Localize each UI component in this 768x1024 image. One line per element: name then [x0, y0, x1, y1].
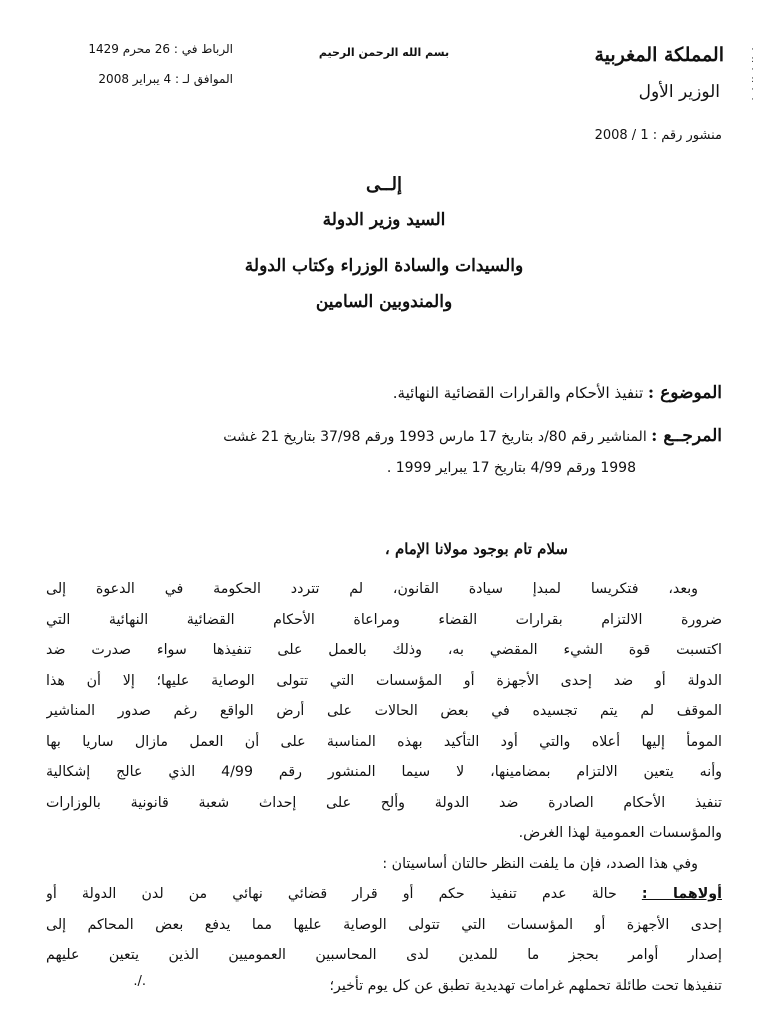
addressee-line: والسيدات والسادة الوزراء وكتاب الدولة: [244, 256, 524, 276]
addressee-to: إلــى: [365, 174, 403, 195]
addressee-line: والمندوبين السامين: [315, 292, 453, 312]
body-line: ضرورة الالتزام بقرارات القضاء ومراعاة الأحكام القضائية النهائية التي: [46, 611, 722, 628]
place-date: الرباط في : 26 محرم 1429: [88, 42, 233, 56]
body-line: اكتسبت قوة الشيء المقضي به، وذلك بالعمل على تنفيذها سواء صدرت ضد: [46, 642, 722, 658]
circular-number-label: منشور رقم :: [652, 128, 722, 143]
body-line: والمؤسسات العمومية لهذا الغرض.: [518, 825, 722, 841]
greeting: سلام تام بوجود مولانا الإمام ،: [384, 540, 568, 558]
first-case-label: أولاهما :: [641, 886, 722, 902]
subject-line: [393, 383, 722, 403]
body-line: وأنه يتعين الالتزام بمضامينها، لا سيما المنشور رقم 4/99 الذي عالج إشكالية: [46, 764, 722, 780]
circular-number-value: 2008 / 1: [594, 128, 649, 143]
body-line: تنفيذ الأحكام الصادرة ضد الدولة وألح على إحداث شعبة قانونية بالوزارات: [46, 794, 722, 811]
kingdom-title: المملكة المغربية: [594, 44, 724, 66]
basmala: بسم الله الرحمن الرحيم: [318, 46, 450, 59]
body-line: وفي هذا الصدد، فإن ما يلفت النظر حالتان أساسيتان :: [382, 855, 698, 872]
reference-line-continued: 1998 ورقم 4/99 بتاريخ 17 يبراير 1999 .: [386, 460, 636, 476]
circular-number: [595, 128, 722, 143]
body-line: إصدار أوامر بحجز ما للمدين لدى المحاسبين العموميين الذين يتعين عليهم: [46, 947, 722, 963]
continuation-mark: ./.: [133, 974, 146, 989]
gregorian-date: الموافق لـ : 4 يبراير 2008: [98, 72, 233, 86]
body-line: الدولة أو ضد إحدى الأجهزة أو المؤسسات التي تتولى الوصاية عليها؛ إلا أن هذا: [46, 672, 722, 689]
body-line: المومأ إليها أعلاه والتي أود التأكيد بهذه المناسبة على أن العمل مازال ساريا بها: [46, 733, 722, 750]
reference-line: [223, 426, 722, 446]
body-line: إحدى الأجهزة أو المؤسسات التي تتولى الوصاية عليها مما يدفع بعض المحاكم إلى: [46, 916, 722, 933]
reference-label: المرجــع :: [651, 426, 722, 446]
subject-label: الموضوع :: [647, 383, 722, 403]
body-line: الموقف لم يتم تجسيده في بعض الحالات على أرض الواقع رغم صدور المناشير: [46, 703, 722, 719]
letter-body: [46, 574, 722, 1001]
reference-text: المناشير رقم 80/د بتاريخ 17 مارس 1993 ورقم 37/98 بتاريخ 21 غشت: [223, 429, 647, 445]
first-case-text: حالة عدم تنفيذ حكم أو قرار قضائي نهائي من لدن الدولة أو: [46, 886, 617, 902]
body-line: وبعد، فتكريسا لمبدإ سيادة القانون، لم تتردد الحكومة في الدعوة إلى: [46, 581, 698, 597]
margin-marks: · : · : · ·: [750, 45, 754, 105]
addressee-line: السيد وزير الدولة: [322, 210, 446, 230]
first-case-line: [46, 879, 722, 910]
prime-minister-title: الوزير الأول: [638, 82, 720, 102]
body-line: تنفيذها تحت طائلة تحملهم غرامات تهديدية تطبق عن كل يوم تأخير؛: [329, 977, 722, 994]
subject-text: تنفيذ الأحكام والقرارات القضائية النهائية.: [392, 384, 644, 402]
